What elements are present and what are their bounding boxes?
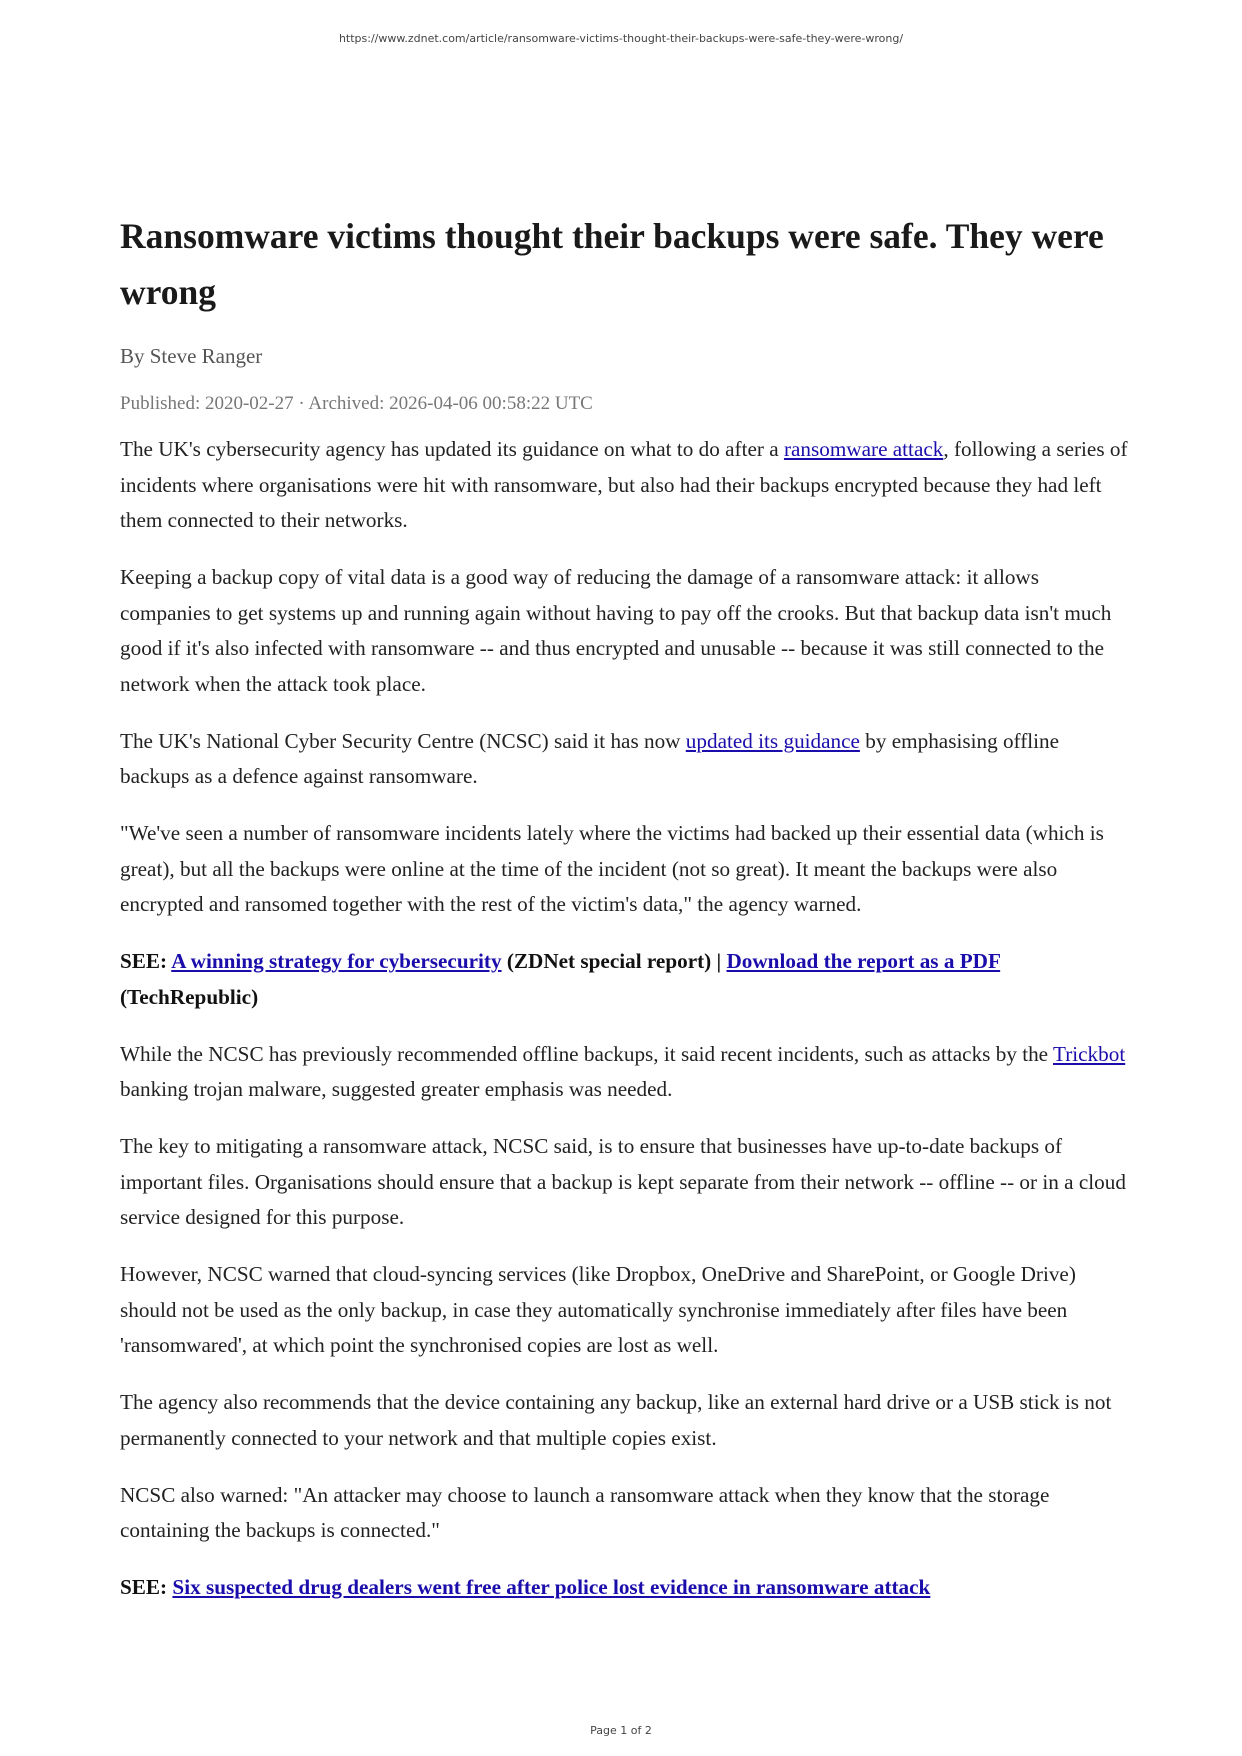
see-also-1 — [120, 944, 1130, 1015]
paragraph-1 — [120, 432, 1130, 539]
paragraph-6: The key to mitigating a ransomware attack, NCSC said, is to ensure that businesses have up-to-date backups of important files. Organisations should ensure that a backup is kept separate from their network -- offline -- or in a cloud service designed for this purpose. — [120, 1134, 1126, 1229]
article-byline: By Steve Ranger — [120, 344, 263, 368]
see-also-2 — [120, 1570, 1130, 1606]
paragraph-3-text-after: by emphasising offline backups as a defence against ransomware. — [120, 728, 1060, 788]
see-also-1-middle: (ZDNet special report) | — [501, 949, 727, 973]
trickbot-link[interactable]: Trickbot — [1053, 1041, 1126, 1066]
article — [120, 208, 1130, 1606]
winning-strategy-link[interactable]: A winning strategy for cybersecurity — [171, 949, 502, 973]
paragraph-5 — [120, 1037, 1130, 1108]
paragraph-9: NCSC also warned: "An attacker may choose to launch a ransomware attack when they know that the storage containing the backups is connected." — [120, 1482, 1050, 1542]
see-also-1-suffix: (TechRepublic) — [120, 984, 259, 1009]
see-also-2-prefix: SEE: — [120, 1575, 173, 1599]
download-report-link[interactable]: Download the report as a PDF — [726, 949, 1001, 973]
page-url: https://www.zdnet.com/article/ransomware-victims-thought-their-backups-were-safe-they-were-wrong/ — [338, 32, 904, 45]
paragraph-3 — [120, 724, 1130, 795]
paragraph-7: However, NCSC warned that cloud-syncing services (like Dropbox, OneDrive and SharePoint, or Google Drive) should not be used as the only backup, in case they automatically synchronise immediately after files have been 'ransomwared', at which point the synchronised copies are lost as well. — [120, 1262, 1076, 1357]
paragraph-1-text-after: , following a series of incidents where organisations were hit with ransomware, but also had their backups encrypted because they had left them connected to their networks. — [120, 437, 1128, 532]
paragraph-2: Keeping a backup copy of vital data is a good way of reducing the damage of a ransomware attack: it allows companies to get systems up and running again without having to pay off the crooks. But that backup data isn't much good if it's also infected with ransomware -- and thus encrypted and unusable -- because it was still connected to the network when the attack took place. — [120, 565, 1112, 696]
paragraph-3-text-before: The UK's National Cyber Security Centre (NCSC) said it has now — [120, 728, 686, 753]
paragraph-4-quote: "We've seen a number of ransomware incidents lately where the victims had backed up their essential data (which is great), but all the backups were online at the time of the incident (not so great). It meant the backups were also encrypted and ransomed together with the rest of the victim's data," the agency warned. — [120, 821, 1104, 916]
see-also-1-prefix: SEE: — [120, 949, 172, 973]
paragraph-1-text-before: The UK's cybersecurity agency has updated its guidance on what to do after a — [120, 437, 784, 461]
paragraph-5-text-before: While the NCSC has previously recommended offline backups, it said recent incidents, such as attacks by the — [120, 1041, 1054, 1066]
drug-dealers-link[interactable]: Six suspected drug dealers went free after police lost evidence in ransomware attack — [172, 1575, 931, 1599]
page-number: Page 1 of 2 — [590, 1724, 652, 1737]
ransomware-attack-link[interactable]: ransomware attack — [783, 437, 944, 461]
updated-guidance-link[interactable]: updated its guidance — [685, 728, 860, 753]
paragraph-8: The agency also recommends that the device containing any backup, like an external hard drive or a USB stick is not permanently connected to your network and that multiple copies exist. — [120, 1390, 1112, 1450]
article-title: Ransomware victims thought their backups were safe. They were wrong — [120, 216, 1104, 312]
article-meta: Published: 2020-02-27 · Archived: 2026-04-06 00:58:22 UTC — [120, 393, 593, 414]
paragraph-5-text-after: banking trojan malware, suggested greater emphasis was needed. — [120, 1077, 673, 1101]
